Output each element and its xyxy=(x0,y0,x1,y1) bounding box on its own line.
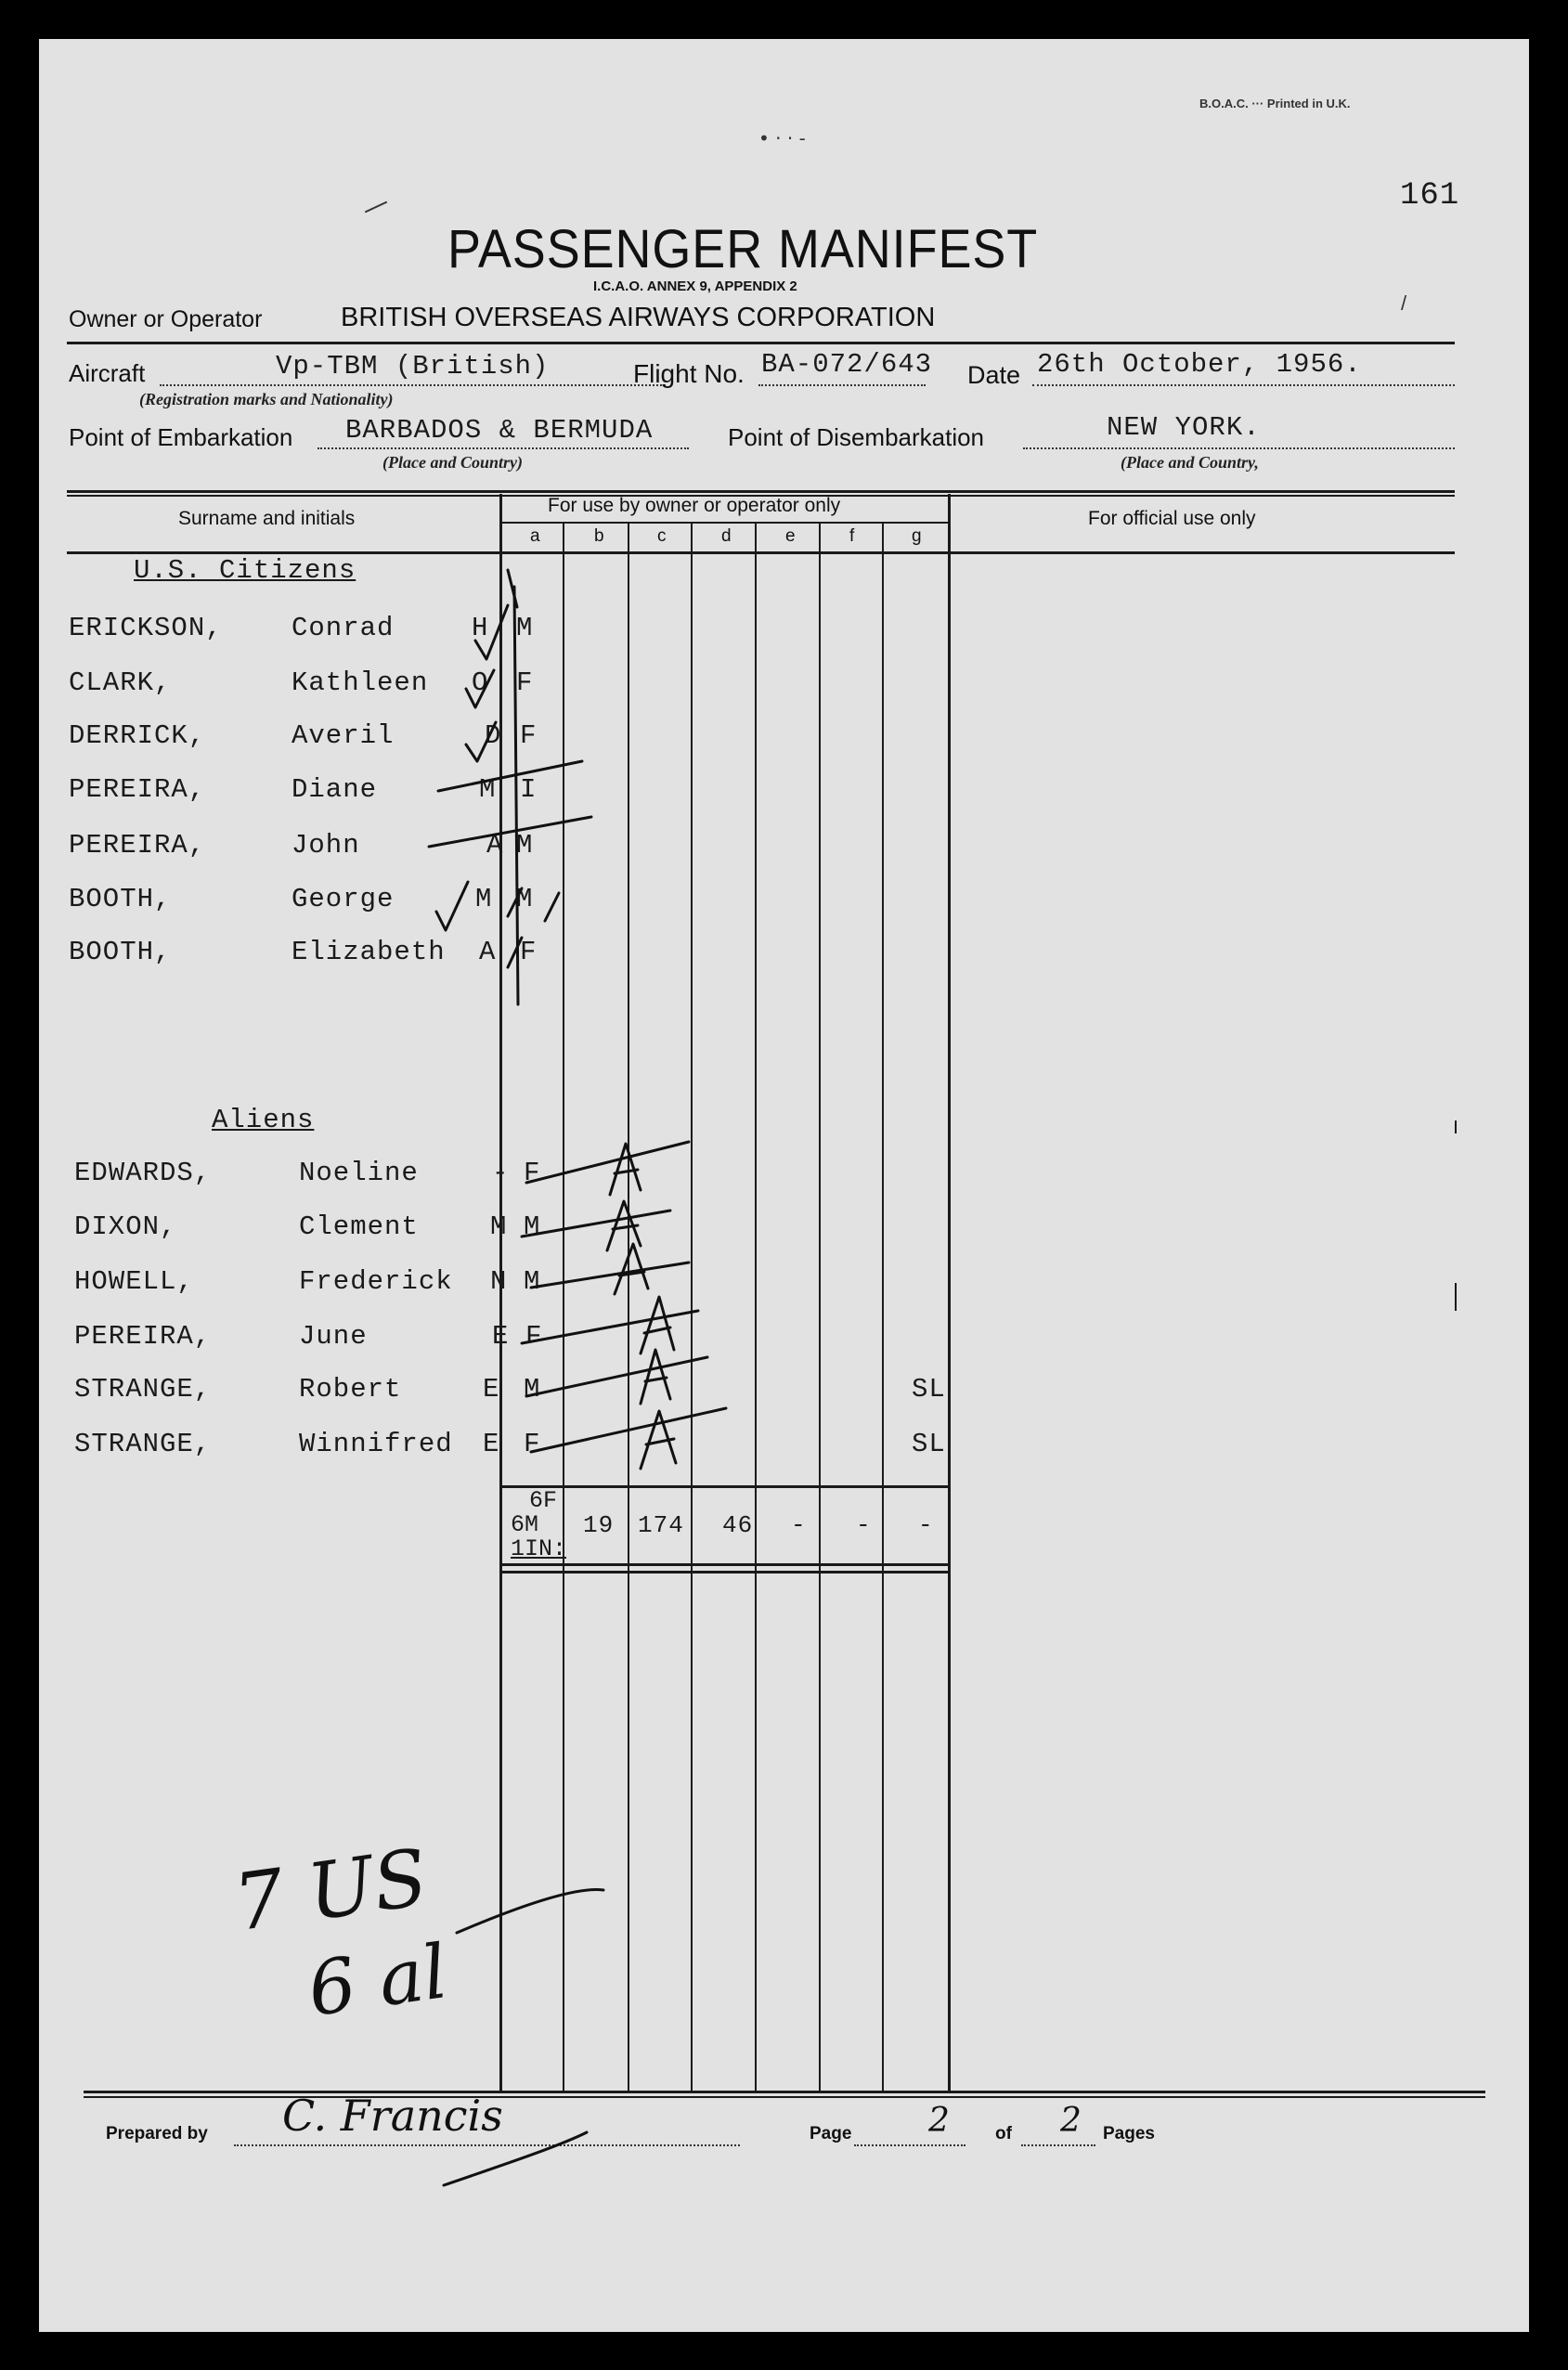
given-name: June xyxy=(299,1321,368,1352)
surname: CLARK, xyxy=(69,667,172,698)
total-e: - xyxy=(791,1511,807,1539)
col-letter-a: a xyxy=(530,526,540,546)
col-g-value: SL xyxy=(912,1429,946,1459)
row-mark: M xyxy=(475,884,493,914)
handwritten-note-us: 7 US xyxy=(228,1831,434,1949)
surname: STRANGE, xyxy=(74,1429,212,1459)
surname: BOOTH, xyxy=(69,884,172,914)
manifest-sheet xyxy=(39,39,1529,2332)
surname: DIXON, xyxy=(74,1211,177,1242)
aircraft-note: (Registration marks and Nationality) xyxy=(139,390,394,408)
surname: PEREIRA, xyxy=(69,774,206,805)
flourish-mark xyxy=(457,1889,603,1933)
page-total: 2 xyxy=(1060,2102,1082,2140)
owner-value: BRITISH OVERSEAS AIRWAYS CORPORATION xyxy=(341,303,936,332)
given-name: Frederick xyxy=(299,1266,453,1297)
col-official-header: For official use only xyxy=(1088,508,1256,529)
strike-mark xyxy=(508,938,522,967)
surname: PEREIRA, xyxy=(74,1321,212,1352)
col-surname-header: Surname and initials xyxy=(178,508,356,529)
row-mark: E xyxy=(492,1321,510,1352)
of-label: of xyxy=(995,2124,1012,2143)
section-us-citizens: U.S. Citizens xyxy=(134,555,356,586)
strike-mark xyxy=(438,761,582,791)
surname: STRANGE, xyxy=(74,1374,212,1405)
row-mark: A xyxy=(479,937,497,967)
printer-mark: B.O.A.C. ··· Printed in U.K. xyxy=(1199,97,1351,110)
strike-mark xyxy=(526,1357,707,1396)
row-mark: M xyxy=(479,774,497,805)
col-a-value: M xyxy=(524,1374,541,1405)
given-name: Conrad xyxy=(292,613,395,643)
embark-label: Point of Embarkation xyxy=(69,423,293,451)
col-a-value: F xyxy=(524,1429,541,1459)
col-a-value: M xyxy=(516,884,534,914)
arrival-mark xyxy=(610,1144,641,1195)
stray-tick: / xyxy=(1401,291,1407,315)
flight-value: BA-072/643 xyxy=(761,349,933,380)
decorative-dots: • · · - xyxy=(758,127,806,149)
date-value: 26th October, 1956. xyxy=(1037,349,1362,380)
given-name: Elizabeth xyxy=(292,937,446,967)
strike-mark xyxy=(526,1142,689,1183)
col-a-value: M xyxy=(516,613,534,643)
surname: BOOTH, xyxy=(69,937,172,967)
given-name: George xyxy=(292,884,395,914)
arrival-mark xyxy=(641,1297,674,1353)
total-b: 19 xyxy=(583,1511,615,1539)
col-g-value: SL xyxy=(912,1374,946,1405)
page-number: 161 xyxy=(1400,178,1460,214)
surname: HOWELL, xyxy=(74,1266,194,1297)
total-a-female: 6F xyxy=(529,1487,558,1514)
disembark-note: (Place and Country, xyxy=(1121,453,1259,472)
col-letter-g: g xyxy=(912,526,922,546)
surname: DERRICK, xyxy=(69,720,206,751)
total-a-infant: 1IN: xyxy=(511,1535,567,1562)
row-mark: - xyxy=(492,1158,510,1188)
owner-label: Owner or Operator xyxy=(69,306,263,332)
handwritten-marks xyxy=(39,39,1529,2332)
handwritten-note-aliens: 6 al xyxy=(303,1928,453,2033)
col-a-value: M xyxy=(524,1211,541,1242)
surname: ERICKSON, xyxy=(69,613,223,643)
strike-mark xyxy=(531,1263,689,1288)
aircraft-label: Aircraft xyxy=(69,359,146,387)
strike-mark xyxy=(531,1408,726,1452)
col-a-value: F xyxy=(524,1158,541,1188)
given-name: Clement xyxy=(299,1211,419,1242)
strike-mark xyxy=(522,1211,670,1237)
strike-mark xyxy=(545,893,559,921)
row-mark: E xyxy=(483,1374,500,1405)
given-name: Diane xyxy=(292,774,378,805)
section-aliens: Aliens xyxy=(212,1105,315,1135)
given-name: Noeline xyxy=(299,1158,419,1188)
prepared-signature: C. Francis xyxy=(282,2091,503,2141)
tick-mark xyxy=(475,605,508,659)
tick-mark xyxy=(466,722,496,761)
col-a-value: M xyxy=(516,830,534,861)
tick-mark xyxy=(436,882,468,930)
surname: PEREIRA, xyxy=(69,830,206,861)
page-title: PASSENGER MANIFEST xyxy=(447,219,1039,279)
col-a-value: F xyxy=(516,667,534,698)
page-label: Page xyxy=(810,2124,852,2143)
row-mark: O xyxy=(472,667,489,698)
col-a-value: F xyxy=(520,937,538,967)
col-a-value: F xyxy=(520,720,538,751)
col-owner-use-header: For use by owner or operator only xyxy=(548,495,841,516)
tick-mark xyxy=(514,587,518,1004)
row-mark: A xyxy=(486,830,504,861)
arrival-mark xyxy=(641,1350,670,1404)
row-mark: H xyxy=(472,613,489,643)
strike-mark xyxy=(508,888,522,916)
total-g: - xyxy=(918,1511,934,1539)
row-mark: D xyxy=(485,720,502,751)
col-letter-e: e xyxy=(785,526,796,546)
given-name: Averil xyxy=(292,720,395,751)
disembark-label: Point of Disembarkation xyxy=(728,423,985,451)
arrival-mark xyxy=(607,1201,641,1250)
total-a-male: 6M xyxy=(511,1511,539,1538)
embark-note: (Place and Country) xyxy=(382,453,523,472)
col-a-value: I xyxy=(520,774,538,805)
col-letter-f: f xyxy=(849,526,855,546)
row-mark: E xyxy=(483,1429,500,1459)
given-name: John xyxy=(292,830,360,861)
total-c: 174 xyxy=(638,1511,684,1539)
page-current: 2 xyxy=(928,2102,950,2140)
surname: EDWARDS, xyxy=(74,1158,212,1188)
disembark-value: NEW YORK. xyxy=(1107,412,1261,443)
embark-value: BARBADOS & BERMUDA xyxy=(345,415,654,446)
col-a-value: M xyxy=(524,1266,541,1297)
col-letter-b: b xyxy=(594,526,604,546)
tick-mark xyxy=(466,670,494,707)
strike-mark xyxy=(429,817,591,847)
prepared-label: Prepared by xyxy=(106,2124,208,2143)
total-d: 46 xyxy=(722,1511,754,1539)
flight-label: Flight No. xyxy=(633,359,745,388)
col-letter-c: c xyxy=(657,526,667,546)
aircraft-value: Vp-TBM (British) xyxy=(276,351,550,382)
row-mark: N xyxy=(490,1266,508,1297)
page-subtitle: I.C.A.O. ANNEX 9, APPENDIX 2 xyxy=(593,278,797,294)
given-name: Robert xyxy=(299,1374,402,1405)
given-name: Winnifred xyxy=(299,1429,453,1459)
given-name: Kathleen xyxy=(292,667,429,698)
signature-flourish xyxy=(444,2132,587,2185)
total-f: - xyxy=(856,1511,872,1539)
col-letter-d: d xyxy=(721,526,732,546)
row-mark: M xyxy=(490,1211,508,1242)
date-label: Date xyxy=(967,361,1021,389)
col-a-value: F xyxy=(525,1321,543,1352)
pages-label: Pages xyxy=(1103,2124,1155,2143)
